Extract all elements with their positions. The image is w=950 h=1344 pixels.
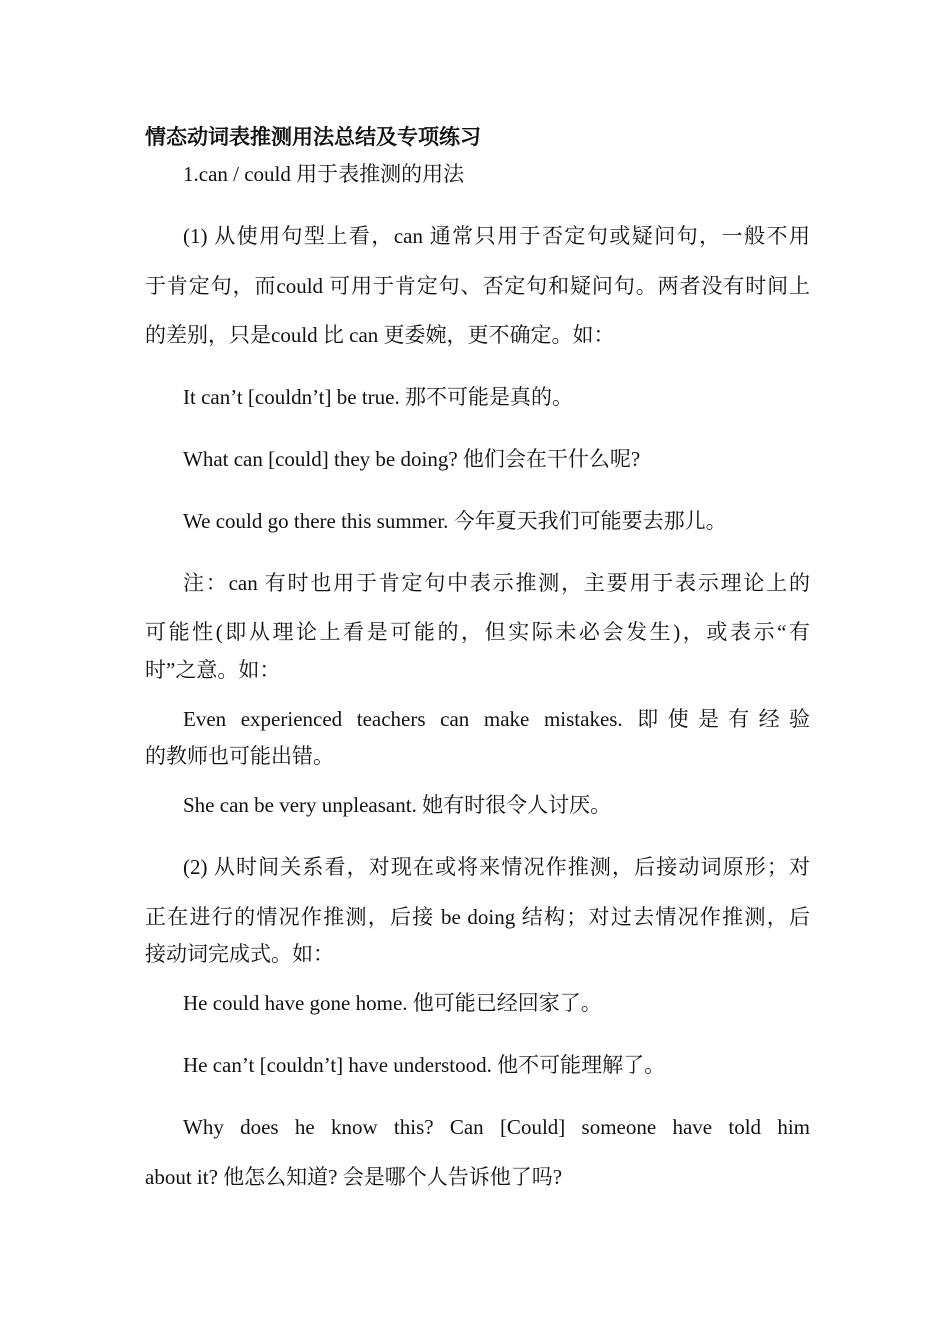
paragraph-line: 的差别，只是could 比 can 更委婉，更不确定。如： xyxy=(145,323,615,347)
document-title: 情态动词表推测用法总结及专项练习 xyxy=(145,125,481,149)
example-sentence: We could go there this summer. 今年夏天我们可能要去那儿。 xyxy=(183,509,727,533)
paragraph-line: 于肯定句，而could 可用于肯定句、否定句和疑问句。两者没有时间上 xyxy=(145,274,810,298)
paragraph-line: (2) 从时间关系看，对现在或将来情况作推测，后接动词原形；对 xyxy=(183,855,810,879)
example-sentence: What can [could] they be doing? 他们会在干什么呢? xyxy=(183,447,641,471)
example-sentence: 的教师也可能出错。 xyxy=(145,744,334,768)
example-sentence: He can’t [couldn’t] have understood. 他不可能理解了。 xyxy=(183,1053,666,1077)
note-line: 时”之意。如： xyxy=(145,658,281,682)
example-sentence: It can’t [couldn’t] be true. 那不可能是真的。 xyxy=(183,385,573,409)
note-line: 可能性(即从理论上看是可能的，但实际未必会发生)，或表示“有 xyxy=(145,620,810,644)
example-sentence: He could have gone home. 他可能已经回家了。 xyxy=(183,991,602,1015)
example-sentence: She can be very unpleasant. 她有时很令人讨厌。 xyxy=(183,793,612,817)
example-sentence: about it? 他怎么知道? 会是哪个人告诉他了吗? xyxy=(145,1165,563,1189)
paragraph-line: 正在进行的情况作推测，后接 be doing 结构；对过去情况作推测，后 xyxy=(145,905,810,929)
example-sentence: Even experienced teachers can make mistakes. 即使是有经验 xyxy=(183,707,810,731)
note-line: 注：can 有时也用于肯定句中表示推测，主要用于表示理论上的 xyxy=(183,571,810,595)
paragraph-line: 接动词完成式。如： xyxy=(145,942,334,966)
section-heading: 1.can / could 用于表推测的用法 xyxy=(183,162,465,186)
paragraph-line: (1) 从使用句型上看，can 通常只用于否定句或疑问句，一般不用 xyxy=(183,224,810,248)
example-sentence: Why does he know this? Can [Could] someone have told him xyxy=(183,1115,810,1139)
